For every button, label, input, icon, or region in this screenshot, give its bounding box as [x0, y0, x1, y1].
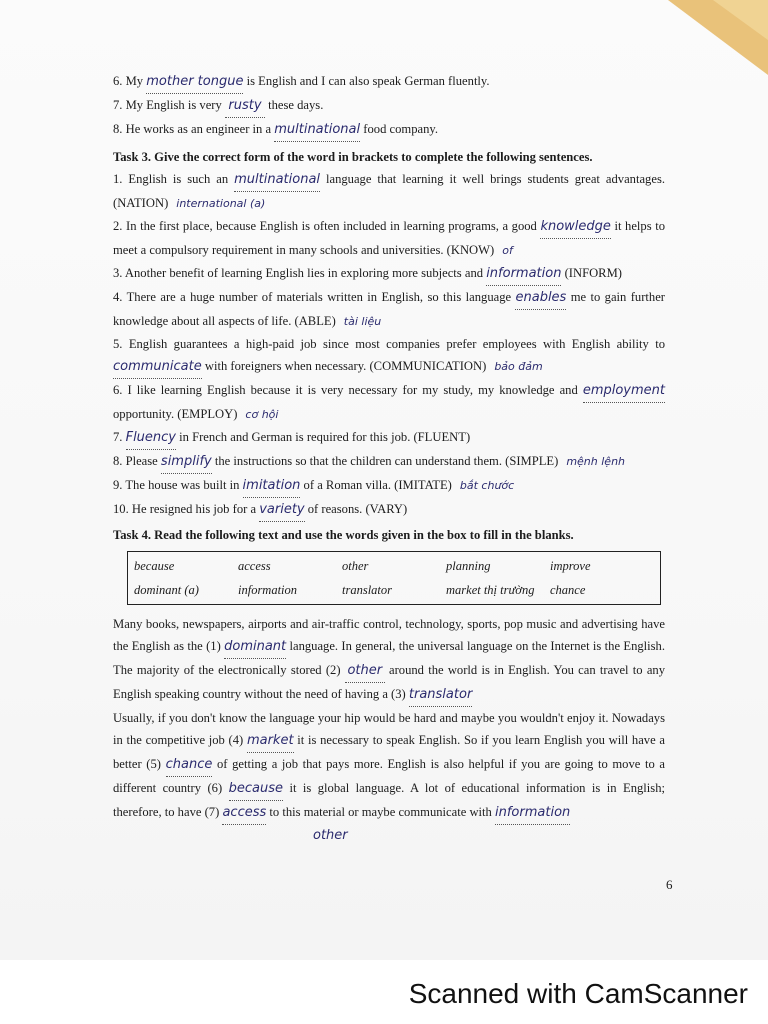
word-box-item: planning	[446, 559, 491, 573]
paragraph-text: to this material or maybe communicate with	[266, 805, 495, 819]
word-box-item: market thị trường	[446, 583, 535, 597]
paragraph-text: Usually, if you don't know the language your hip would be hard and maybe you wouldn't enjoy it. Nowadays in the competitive job (4)	[113, 711, 665, 747]
task3-item	[113, 168, 665, 215]
task3-items	[113, 168, 665, 522]
sentence-text: 7. My English is very	[113, 98, 225, 112]
sentence	[113, 118, 665, 142]
task3-item	[113, 426, 665, 450]
paragraph-text: around the world is in English. You can travel to any English speaking country without the need of having a (3)	[113, 663, 666, 701]
answer-fill: chance	[166, 754, 213, 777]
answer-fill: Fluency	[126, 427, 176, 450]
sentence-text: 8. Please	[113, 454, 161, 468]
sentence-text: 6. My	[113, 74, 147, 88]
handwritten-note: bảo đảm	[494, 360, 543, 373]
sentence-text: 4. There are a huge number of materials written in English, so this language	[113, 290, 516, 304]
answer-fill: information	[486, 263, 561, 286]
paragraph-text: language. In general, the universal language on the Internet is the English. The majority of the electronically stored (2)	[113, 639, 666, 677]
task3-item	[113, 474, 665, 498]
sentence-text: language that learning it well brings students great advantages. (NATION)	[113, 172, 665, 210]
word-box-item: improve	[550, 559, 591, 573]
sentence-text: with foreigners when necessary. (COMMUNICATION)	[201, 359, 487, 373]
answer-fill: rusty	[225, 95, 265, 118]
answer-fill: other	[345, 660, 385, 683]
paragraph-text: Many books, newspapers, airports and air-traffic control, technology, sports, pop music and advertising have the English as the (1)	[113, 617, 665, 653]
answer-fill: knowledge	[540, 216, 610, 239]
task3-heading: Task 3. Give the correct form of the word in brackets to complete the following sentences.	[113, 150, 593, 164]
sentence-text: these days.	[264, 98, 324, 112]
answer-fill: communicate	[113, 356, 202, 379]
sentence-text: 7.	[113, 430, 126, 444]
handwritten-note: cơ hội	[245, 408, 279, 421]
sentence-text: it helps to meet a compulsory requirement in many schools and universities. (KNOW)	[113, 219, 665, 257]
handwritten-note: bắt chước	[459, 479, 515, 492]
answer-fill: multinational	[274, 119, 360, 142]
handwritten-note: of	[502, 244, 513, 257]
paragraph-text: of getting a job that pays more. English is also helpful if you are going to move to a different country (6)	[113, 757, 666, 795]
sentence-text: opportunity. (EMPLOY)	[113, 407, 238, 421]
task3-item	[113, 450, 665, 474]
task4-heading: Task 4. Read the following text and use the words given in the box to fill in the blanks.	[113, 528, 574, 542]
sentence-text: 8. He works as an engineer in a	[113, 122, 275, 136]
sentence-text: food company.	[360, 122, 439, 136]
answer-fill: because	[229, 778, 283, 801]
task4-paragraph-2	[113, 707, 665, 825]
sentence-text: in French and German is required for this job. (FLUENT)	[176, 430, 471, 444]
answer-fill: enables	[515, 287, 566, 310]
task3-item	[113, 379, 665, 426]
sentence-text: 1. English is such an	[113, 172, 235, 186]
page-number: 6	[666, 877, 673, 892]
sentence-text: 9. The house was built in	[113, 478, 243, 492]
task3-item	[113, 215, 665, 262]
answer-fill: dominant	[224, 636, 286, 659]
word-box-item: because	[134, 559, 175, 573]
handwritten-note: tài liệu	[343, 315, 382, 328]
sentence-text: me to gain further knowledge about all aspects of life. (ABLE)	[113, 290, 665, 328]
word-box-item: dominant (a)	[134, 583, 199, 597]
sentence-text: the instructions so that the children can understand them. (SIMPLE)	[211, 454, 559, 468]
sentence-text: 2. In the first place, because English is often included in learning programs, a good	[113, 219, 541, 233]
task4-paragraph-1	[113, 613, 665, 707]
answer-fill: variety	[259, 499, 304, 522]
task3-item	[113, 286, 665, 333]
sentence-text: 3. Another benefit of learning English lies in exploring more subjects and	[113, 266, 487, 280]
word-box-item: access	[238, 559, 271, 573]
task2-tail	[113, 70, 665, 142]
worksheet-content	[113, 70, 665, 847]
word-box-item: chance	[550, 583, 586, 597]
camscanner-watermark: Scanned with CamScanner	[408, 978, 748, 1009]
scanner-footer	[0, 960, 768, 1024]
sentence-text: 6. I like learning English because it is very necessary for my study, my knowledge and	[113, 383, 583, 397]
word-box-item: translator	[342, 583, 393, 597]
handwritten-note: mệnh lệnh	[566, 455, 626, 468]
desk-corner-highlight	[713, 0, 768, 40]
task3-item	[113, 262, 665, 286]
handwritten-note: international (a)	[176, 197, 266, 210]
sentence	[113, 70, 665, 94]
answer-fill: translator	[409, 684, 472, 707]
sentence-text: 10. He resigned his job for a	[113, 502, 260, 516]
answer-fill: simplify	[161, 451, 212, 474]
sentence-text: is English and I can also speak German fluently.	[243, 74, 490, 88]
word-box	[127, 551, 661, 605]
paragraph-text: it is necessary to speak English. So if you learn English you will have a better (5)	[113, 733, 665, 771]
task3-item	[113, 333, 665, 379]
sentence-text: 5. English guarantees a high-paid job since most companies prefer employees with English ability to	[113, 337, 665, 351]
answer-fill: multinational	[234, 169, 320, 192]
sentence-text: (INFORM)	[561, 266, 622, 280]
paragraph-text: it is global language. A lot of educational information is in English; therefore, to have (7)	[113, 781, 665, 819]
word-box-item: other	[342, 559, 369, 573]
answer-fill: mother tongue	[146, 71, 243, 94]
answer-fill: employment	[583, 380, 665, 403]
sentence	[113, 94, 665, 118]
sentence-text: of reasons. (VARY)	[304, 502, 408, 516]
task3-item	[113, 498, 665, 522]
answer-fill: information	[495, 802, 570, 825]
sentence-text: of a Roman villa. (IMITATE)	[300, 478, 452, 492]
answer-fill: market	[247, 730, 294, 753]
word-box-item: information	[238, 583, 298, 597]
answer-fill: access	[222, 802, 266, 825]
answer-fill: imitation	[243, 475, 301, 498]
handwritten-note-other: other	[313, 828, 348, 843]
